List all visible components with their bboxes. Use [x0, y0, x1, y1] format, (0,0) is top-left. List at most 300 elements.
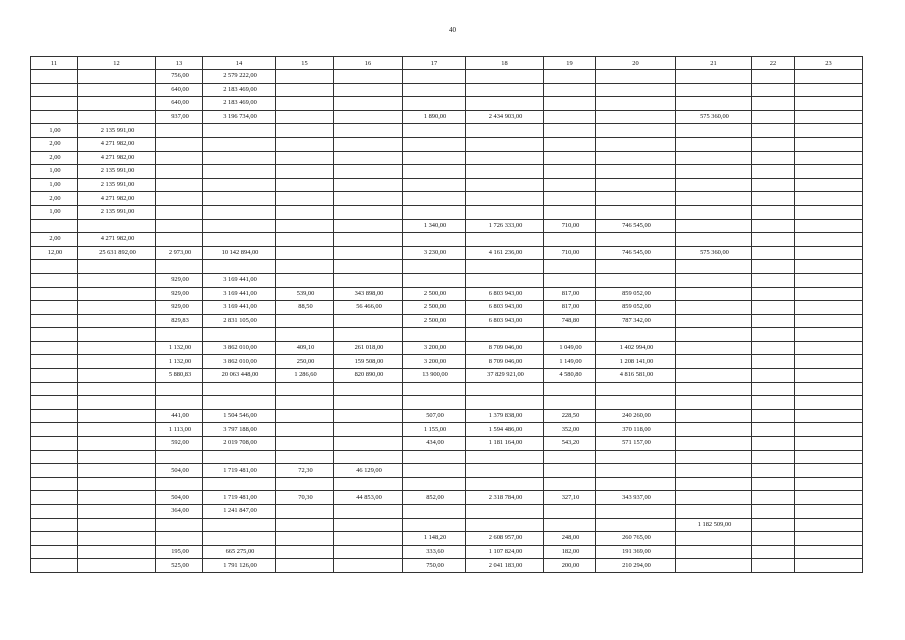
table-cell [795, 219, 863, 233]
table-row [31, 287, 863, 301]
table-cell: 504,00 [156, 491, 203, 505]
table-cell: 1 791 126,00 [203, 559, 276, 573]
table-cell [544, 124, 596, 138]
table-cell: 2 019 708,00 [203, 437, 276, 451]
table-row [31, 369, 863, 383]
table-cell: 3 169 441,00 [203, 273, 276, 287]
table-cell [334, 97, 403, 111]
table-cell: 710,00 [544, 219, 596, 233]
table-cell [403, 205, 466, 219]
table-cell [795, 423, 863, 437]
table-cell [31, 341, 78, 355]
table-cell [596, 70, 676, 84]
table-cell [31, 287, 78, 301]
table-cell [544, 518, 596, 532]
table-cell: 12,00 [31, 246, 78, 260]
table-cell [31, 396, 78, 410]
table-cell [156, 518, 203, 532]
table-cell [31, 328, 78, 342]
table-cell [403, 328, 466, 342]
table-cell [752, 192, 795, 206]
table-cell [78, 219, 156, 233]
table-cell [403, 165, 466, 179]
table-cell [334, 124, 403, 138]
table-cell: 746 545,00 [596, 246, 676, 260]
table-cell [752, 137, 795, 151]
table-cell [403, 124, 466, 138]
table-cell: 1 148,20 [403, 532, 466, 546]
table-cell [752, 423, 795, 437]
table-cell [466, 151, 544, 165]
table-cell [156, 233, 203, 247]
table-cell [752, 328, 795, 342]
table-cell [676, 532, 752, 546]
table-cell [334, 314, 403, 328]
table-cell: 2 500,00 [403, 287, 466, 301]
table-row [31, 151, 863, 165]
table-cell [78, 464, 156, 478]
table-cell [78, 70, 156, 84]
table-cell [276, 97, 334, 111]
table-cell [676, 423, 752, 437]
table-cell [276, 450, 334, 464]
table-cell: 441,00 [156, 409, 203, 423]
table-cell [676, 369, 752, 383]
column-header: 22 [752, 57, 795, 70]
table-cell: 1 181 164,00 [466, 437, 544, 451]
column-header: 17 [403, 57, 466, 70]
table-cell [544, 151, 596, 165]
table-cell [403, 382, 466, 396]
table-cell [31, 110, 78, 124]
table-cell [596, 260, 676, 274]
table-cell [795, 97, 863, 111]
table-cell [752, 110, 795, 124]
table-row [31, 97, 863, 111]
table-cell: 2 608 957,00 [466, 532, 544, 546]
table-cell [752, 518, 795, 532]
table-cell [752, 341, 795, 355]
table-cell [276, 192, 334, 206]
table-cell [752, 409, 795, 423]
table-cell [466, 137, 544, 151]
table-cell [31, 559, 78, 573]
table-cell: 2 183 469,00 [203, 97, 276, 111]
table-cell [544, 505, 596, 519]
table-cell [795, 83, 863, 97]
table-cell: 929,00 [156, 287, 203, 301]
table-cell: 370 118,00 [596, 423, 676, 437]
table-row [31, 205, 863, 219]
table-cell: 525,00 [156, 559, 203, 573]
table-cell: 1 049,00 [544, 341, 596, 355]
table-cell [334, 233, 403, 247]
table-cell [156, 219, 203, 233]
table-cell: 343 898,00 [334, 287, 403, 301]
table-cell [544, 97, 596, 111]
table-cell [276, 260, 334, 274]
table-cell: 56 466,00 [334, 301, 403, 315]
table-cell: 1 113,00 [156, 423, 203, 437]
table-cell [203, 382, 276, 396]
table-cell: 575 360,00 [676, 110, 752, 124]
table-cell [676, 287, 752, 301]
table-cell [156, 382, 203, 396]
table-cell [334, 450, 403, 464]
table-cell [795, 273, 863, 287]
table-cell [752, 260, 795, 274]
table-cell: 364,00 [156, 505, 203, 519]
table-row [31, 437, 863, 451]
table-cell [203, 532, 276, 546]
table-cell: 1 726 333,00 [466, 219, 544, 233]
table-cell [795, 355, 863, 369]
table-cell: 2 135 991,00 [78, 205, 156, 219]
table-cell: 1 149,00 [544, 355, 596, 369]
table-cell [795, 70, 863, 84]
table-cell [795, 246, 863, 260]
table-cell [31, 477, 78, 491]
table-cell [403, 97, 466, 111]
table-cell: 3 200,00 [403, 341, 466, 355]
table-cell [403, 137, 466, 151]
table-cell [276, 505, 334, 519]
table-cell: 929,00 [156, 273, 203, 287]
table-cell [466, 450, 544, 464]
table-cell [752, 97, 795, 111]
table-cell [752, 70, 795, 84]
table-cell: 937,00 [156, 110, 203, 124]
table-cell [156, 165, 203, 179]
table-row [31, 260, 863, 274]
table-cell: 37 829 921,00 [466, 369, 544, 383]
page-number: 40 [449, 26, 456, 34]
table-cell: 1 241 847,00 [203, 505, 276, 519]
table-cell [752, 233, 795, 247]
table-cell [276, 273, 334, 287]
table-row [31, 409, 863, 423]
table-cell [544, 110, 596, 124]
table-cell: 1 504 546,00 [203, 409, 276, 423]
table-cell [752, 369, 795, 383]
table-cell: 1 107 824,00 [466, 545, 544, 559]
table-cell [31, 83, 78, 97]
table-row [31, 314, 863, 328]
table-cell: 2 135 991,00 [78, 124, 156, 138]
table-cell [276, 532, 334, 546]
table-cell [276, 178, 334, 192]
table-cell [795, 301, 863, 315]
table-cell [596, 192, 676, 206]
table-cell [752, 287, 795, 301]
table-cell: 1 719 481,00 [203, 464, 276, 478]
table-row [31, 124, 863, 138]
table-cell [752, 477, 795, 491]
table-row [31, 396, 863, 410]
table-cell [78, 437, 156, 451]
table-cell [795, 260, 863, 274]
table-cell [795, 532, 863, 546]
table-cell [78, 518, 156, 532]
table-cell [31, 355, 78, 369]
table-cell [403, 192, 466, 206]
table-cell [596, 151, 676, 165]
table-cell [78, 382, 156, 396]
table-cell [544, 137, 596, 151]
table-cell [78, 559, 156, 573]
table-row [31, 505, 863, 519]
table-cell [752, 219, 795, 233]
table-cell [795, 165, 863, 179]
table-row [31, 518, 863, 532]
table-cell [276, 545, 334, 559]
table-cell [596, 137, 676, 151]
table-cell [752, 559, 795, 573]
table-cell [31, 505, 78, 519]
table-cell [156, 477, 203, 491]
table-cell: 200,00 [544, 559, 596, 573]
table-cell [31, 369, 78, 383]
table-cell [676, 328, 752, 342]
table-cell [676, 260, 752, 274]
table-cell: 3 862 010,00 [203, 341, 276, 355]
table-cell [795, 464, 863, 478]
table-cell: 2 500,00 [403, 301, 466, 315]
table-cell [403, 260, 466, 274]
table-cell [466, 178, 544, 192]
table-cell [466, 70, 544, 84]
table-cell [276, 328, 334, 342]
table-cell [31, 70, 78, 84]
table-row [31, 70, 863, 84]
table-cell: 1,00 [31, 165, 78, 179]
table-cell [203, 151, 276, 165]
table-cell: 1 379 838,00 [466, 409, 544, 423]
table-cell: 25 631 892,00 [78, 246, 156, 260]
table-cell: 2 434 903,00 [466, 110, 544, 124]
table-cell: 750,00 [403, 559, 466, 573]
table-cell [795, 192, 863, 206]
table-cell [752, 178, 795, 192]
table-cell [156, 328, 203, 342]
table-cell [31, 545, 78, 559]
table-cell [403, 477, 466, 491]
table-cell [795, 369, 863, 383]
table-cell: 2 135 991,00 [78, 178, 156, 192]
table-cell: 1 155,00 [403, 423, 466, 437]
table-cell: 504,00 [156, 464, 203, 478]
table-cell [203, 260, 276, 274]
table-cell: 640,00 [156, 83, 203, 97]
table-cell [276, 314, 334, 328]
table-cell [466, 505, 544, 519]
table-cell [156, 205, 203, 219]
table-cell: 4 271 982,00 [78, 192, 156, 206]
table-cell: 228,50 [544, 409, 596, 423]
table-cell: 4 271 982,00 [78, 137, 156, 151]
table-cell [676, 70, 752, 84]
table-cell [752, 273, 795, 287]
table-cell [752, 124, 795, 138]
table-cell: 2,00 [31, 137, 78, 151]
table-cell: 852,00 [403, 491, 466, 505]
table-cell: 13 900,00 [403, 369, 466, 383]
table-cell [403, 518, 466, 532]
table-cell [596, 382, 676, 396]
table-cell [596, 505, 676, 519]
table-cell [276, 246, 334, 260]
table-cell [276, 518, 334, 532]
table-cell [156, 124, 203, 138]
table-cell: 8 709 046,00 [466, 341, 544, 355]
table-cell [752, 246, 795, 260]
table-cell [78, 273, 156, 287]
table-cell [752, 532, 795, 546]
table-cell [31, 382, 78, 396]
table-cell [78, 110, 156, 124]
table-cell [596, 273, 676, 287]
table-cell [276, 437, 334, 451]
table-cell [596, 124, 676, 138]
table-cell [676, 178, 752, 192]
table-cell [795, 341, 863, 355]
table-cell [334, 532, 403, 546]
table-cell [78, 532, 156, 546]
table-cell [334, 559, 403, 573]
table-cell: 2 831 105,00 [203, 314, 276, 328]
table-cell: 1 402 994,00 [596, 341, 676, 355]
table-cell [466, 205, 544, 219]
table-cell [466, 192, 544, 206]
table-cell [78, 97, 156, 111]
table-cell [676, 273, 752, 287]
table-cell [676, 219, 752, 233]
table-cell: 182,00 [544, 545, 596, 559]
table-cell [795, 314, 863, 328]
table-cell [403, 151, 466, 165]
table-cell [203, 205, 276, 219]
table-cell [544, 273, 596, 287]
column-header: 11 [31, 57, 78, 70]
table-cell [795, 205, 863, 219]
table-cell [203, 137, 276, 151]
table-cell [276, 124, 334, 138]
table-cell [203, 192, 276, 206]
table-cell: 1,00 [31, 178, 78, 192]
table-cell [31, 464, 78, 478]
table-cell: 2 041 183,00 [466, 559, 544, 573]
table-row [31, 165, 863, 179]
table-cell [752, 396, 795, 410]
table-cell [203, 124, 276, 138]
table-cell [676, 464, 752, 478]
table-cell [78, 287, 156, 301]
table-cell: 4 580,80 [544, 369, 596, 383]
table-cell [334, 151, 403, 165]
table-row [31, 450, 863, 464]
table-cell [334, 260, 403, 274]
table-cell: 210 294,00 [596, 559, 676, 573]
table-cell [795, 178, 863, 192]
table-cell [752, 437, 795, 451]
table-cell [334, 165, 403, 179]
table-cell [544, 165, 596, 179]
table-cell [78, 369, 156, 383]
table-cell [78, 396, 156, 410]
table-cell: 3 169 441,00 [203, 287, 276, 301]
table-cell: 352,00 [544, 423, 596, 437]
table-cell [78, 301, 156, 315]
table-cell [544, 464, 596, 478]
table-cell: 746 545,00 [596, 219, 676, 233]
table-cell [276, 110, 334, 124]
table-cell: 327,10 [544, 491, 596, 505]
table-cell: 571 157,00 [596, 437, 676, 451]
table-cell [334, 110, 403, 124]
column-header: 18 [466, 57, 544, 70]
table-cell [203, 328, 276, 342]
table-cell [276, 477, 334, 491]
table-cell [676, 477, 752, 491]
table-cell [156, 178, 203, 192]
table-cell [795, 137, 863, 151]
table-cell: 592,00 [156, 437, 203, 451]
table-cell [466, 477, 544, 491]
table-cell [78, 450, 156, 464]
table-cell [596, 205, 676, 219]
table-cell [466, 260, 544, 274]
table-cell [334, 219, 403, 233]
table-cell [795, 450, 863, 464]
table-cell [276, 233, 334, 247]
table-cell [334, 70, 403, 84]
table-cell [795, 477, 863, 491]
table-row [31, 423, 863, 437]
table-cell [795, 124, 863, 138]
table-cell: 3 169 441,00 [203, 301, 276, 315]
table-cell: 2 318 784,00 [466, 491, 544, 505]
table-cell [596, 165, 676, 179]
table-cell: 72,30 [276, 464, 334, 478]
table-cell [334, 246, 403, 260]
table-row [31, 532, 863, 546]
table-cell [596, 97, 676, 111]
table-row [31, 301, 863, 315]
table-cell: 829,83 [156, 314, 203, 328]
table-row [31, 477, 863, 491]
table-cell [156, 450, 203, 464]
table-cell: 817,00 [544, 287, 596, 301]
table-cell [31, 518, 78, 532]
table-cell: 3 797 188,00 [203, 423, 276, 437]
table-cell [403, 505, 466, 519]
table-cell: 817,00 [544, 301, 596, 315]
table-cell: 1 594 486,00 [466, 423, 544, 437]
table-cell [795, 437, 863, 451]
table-cell [544, 396, 596, 410]
table-cell: 640,00 [156, 97, 203, 111]
table-cell [334, 382, 403, 396]
table-cell [544, 233, 596, 247]
table-cell [334, 328, 403, 342]
table-cell [676, 491, 752, 505]
table-cell [596, 518, 676, 532]
table-cell [31, 219, 78, 233]
table-cell [596, 178, 676, 192]
table-cell: 343 937,00 [596, 491, 676, 505]
table-cell: 756,00 [156, 70, 203, 84]
table-cell [78, 260, 156, 274]
